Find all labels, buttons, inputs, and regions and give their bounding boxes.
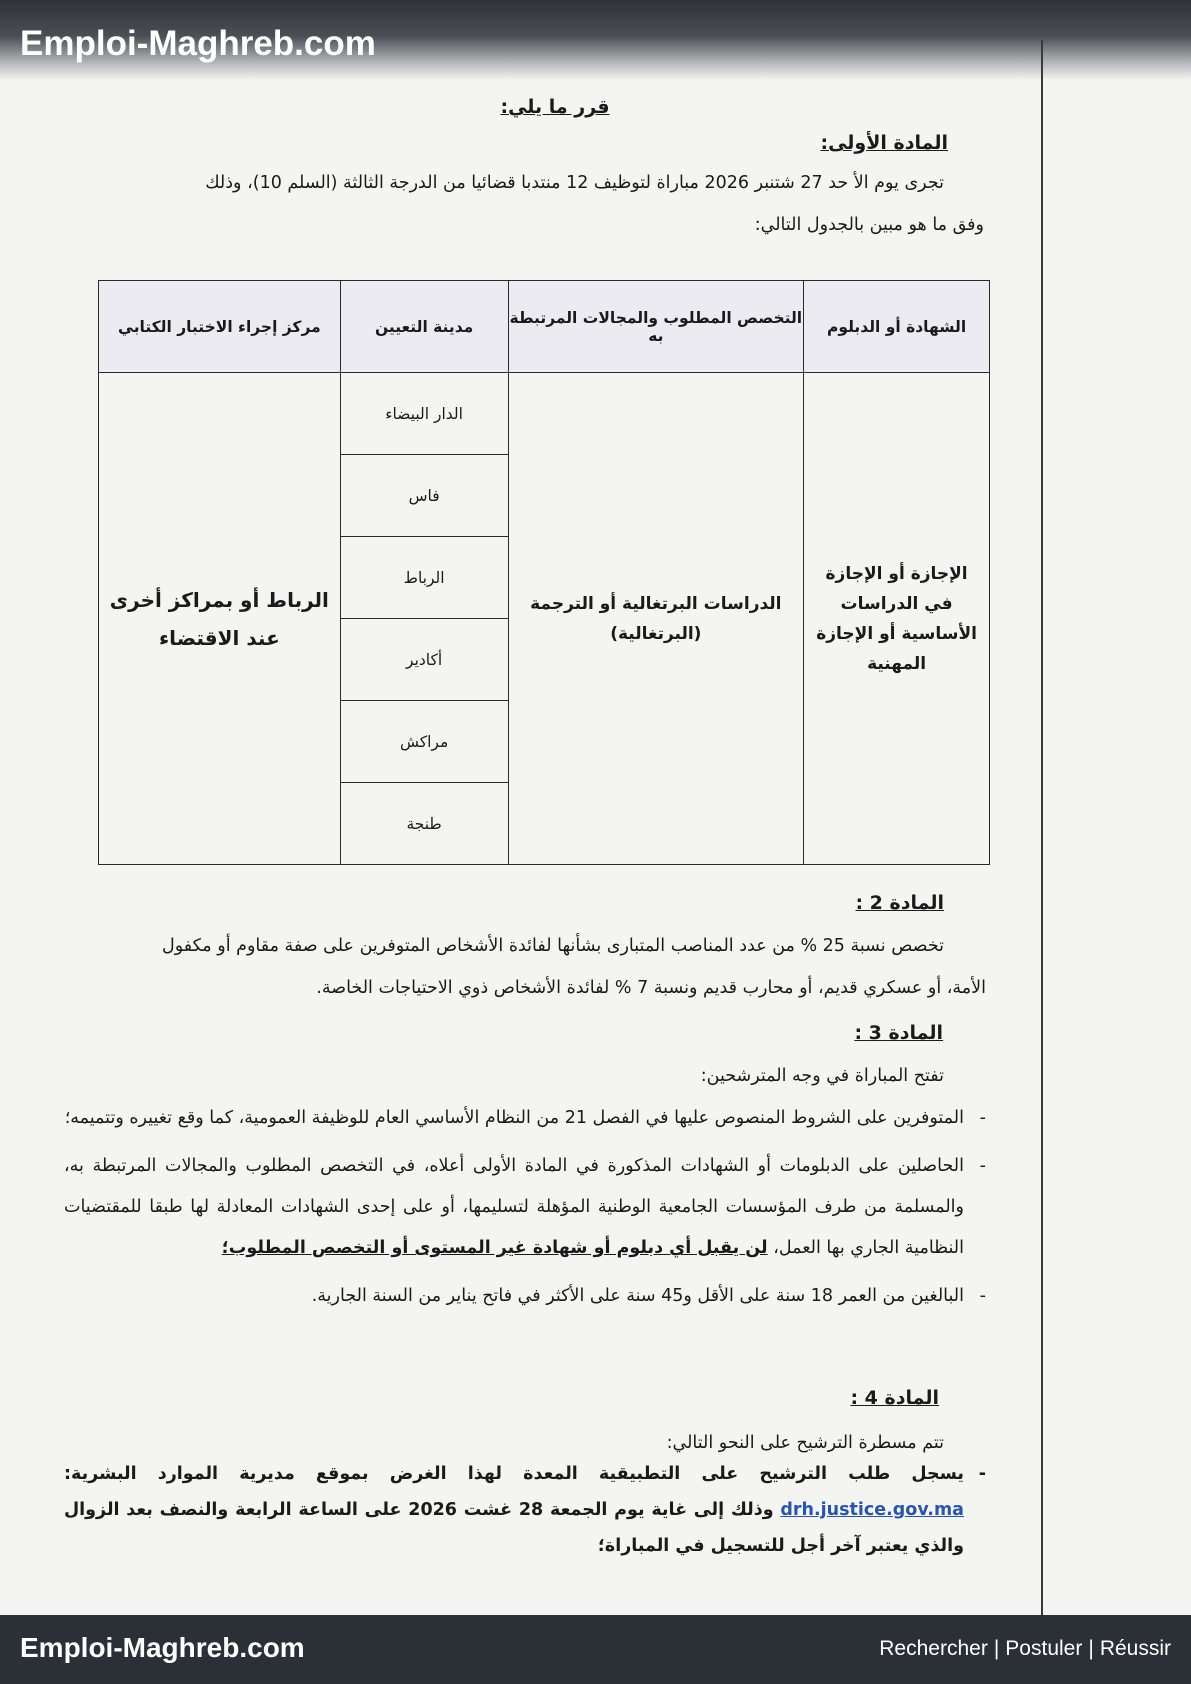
table-row — [99, 373, 990, 455]
article-3-intro-line: تفتح المباراة في وجه المترشحين: — [700, 1066, 944, 1086]
header-specialty: التخصص المطلوب والمجالات المرتبطة به — [508, 281, 804, 373]
site-brand-footer[interactable]: Emploi-Maghreb.com — [20, 1632, 305, 1663]
decision-heading: قرر ما يلي: — [500, 96, 610, 118]
article-2-text — [66, 925, 986, 1009]
article-1-title: المادة الأولى: — [820, 132, 948, 154]
positions-table — [98, 280, 990, 865]
condition-text: الحاصلين على الدبلومات أو الشهادات المذكورة في المادة الأولى أعلاه، في التخصص المطلوب والمجالات المرتبطة به، والمسلمة من طرف المؤسسات الجامعية الوطنية المؤهلة لتسليمها، أو على إحدى الشهادات المعادلة لها طبقا للمقتضيات النظامية الجاري بها العمل، — [64, 1156, 964, 1258]
article-3-intro — [66, 1055, 986, 1097]
header-center: مركز إجراء الاختبار الكتابي — [99, 281, 341, 373]
footer-link-reussir[interactable]: Réussir — [1099, 1637, 1171, 1660]
dash-bullet-icon: - — [978, 1464, 986, 1484]
city-cell: طنجة — [340, 783, 508, 865]
footer-separator: | — [993, 1637, 1000, 1660]
procedure-text: يسجل طلب الترشيح على التطبيقية المعدة لهذا الغرض بموقع مديرية الموارد البشرية: — [64, 1464, 964, 1484]
top-banner — [0, 0, 1191, 80]
footer-bar — [0, 1615, 1191, 1684]
dash-bullet-icon: - — [979, 1156, 986, 1176]
document-page — [0, 80, 1191, 1615]
procedure-text-cont: وذلك إلى غاية يوم الجمعة 28 غشت 2026 على الساعة الرابعة والنصف بعد الزوال والذي يعتبر آخر أجل للتسجيل في المباراة؛ — [64, 1500, 964, 1556]
city-cell: الرباط — [340, 537, 508, 619]
article-3-title: المادة 3 : — [854, 1022, 943, 1044]
condition-text: المتوفرين على الشروط المنصوص عليها في الفصل 21 من النظام الأساسي العام للوظيفة العمومية، كما وقع تغييره وتتميمه؛ — [64, 1108, 964, 1128]
diploma-cell: الإجازة أو الإجازة في الدراسات الأساسية أو الإجازة المهنية — [804, 373, 990, 865]
header-diploma: الشهادة أو الدبلوم — [804, 281, 990, 373]
article-4-intro-line: تتم مسطرة الترشيح على النحو التالي: — [666, 1433, 944, 1453]
site-brand-top[interactable]: Emploi-Maghreb.com — [20, 24, 376, 63]
list-item — [64, 1146, 986, 1269]
specialty-cell: الدراسات البرتغالية أو الترجمة (البرتغالية) — [508, 373, 804, 865]
article-1-line-2: وفق ما هو مبين بالجدول التالي: — [754, 215, 984, 235]
city-cell: الدار البيضاء — [340, 373, 508, 455]
city-cell: أكادير — [340, 619, 508, 701]
article-1-line-1: تجرى يوم الأ حد 27 شتنبر 2026 مباراة لتوظيف 12 منتدبا قضائيا من الدرجة الثالثة (السلم 10)، وذلك — [205, 173, 944, 193]
article-4-title: المادة 4 : — [850, 1387, 939, 1409]
table-header-row — [99, 281, 990, 373]
article-4-list — [64, 1456, 986, 1571]
condition-emphasis: لن يقبل أي دبلوم أو شهادة غير المستوى أو التخصص المطلوب؛ — [221, 1238, 768, 1258]
center-cell: الرباط أو بمراكز أخرى عند الاقتضاء — [99, 373, 341, 865]
footer-separator: | — [1088, 1637, 1094, 1660]
city-cell: فاس — [340, 455, 508, 537]
hr-website-link[interactable]: drh.justice.gov.ma — [780, 1500, 964, 1520]
article-2-title: المادة 2 : — [855, 892, 944, 914]
list-item — [64, 1456, 986, 1564]
dash-bullet-icon: - — [979, 1108, 986, 1128]
dash-bullet-icon: - — [979, 1286, 986, 1306]
footer-link-postuler[interactable]: Postuler — [1005, 1637, 1083, 1660]
list-item — [64, 1098, 986, 1139]
header-city: مدينة التعيين — [340, 281, 508, 373]
list-item — [64, 1276, 986, 1317]
condition-text: البالغين من العمر 18 سنة على الأقل و45 سنة على الأكثر في فاتح يناير من السنة الجارية. — [311, 1286, 964, 1306]
footer-links — [879, 1637, 1171, 1661]
article-2-line-1: تخصص نسبة 25 % من عدد المناصب المتبارى بشأنها لفائدة الأشخاص المتوفرين على صفة مقاوم أو مكفول — [162, 936, 944, 956]
city-cell: مراكش — [340, 701, 508, 783]
footer-link-rechercher[interactable]: Rechercher — [879, 1637, 988, 1660]
article-3-list — [64, 1098, 986, 1324]
article-1-text — [98, 162, 984, 246]
article-2-line-2: الأمة، أو عسكري قديم، أو محارب قديم ونسبة 7 % لفائدة الأشخاص ذوي الاحتياجات الخاصة. — [316, 978, 986, 998]
